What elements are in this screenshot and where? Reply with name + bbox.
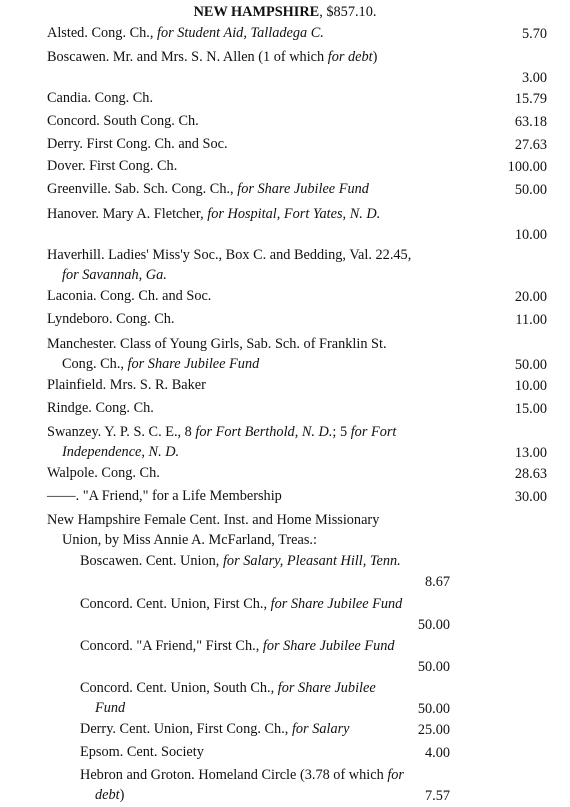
entry-amount: 15.79	[514, 90, 547, 107]
entry-purpose: for Fort Berthold, N. D.	[195, 424, 333, 440]
entry-text: New Hampshire Female Cent. Inst. and Home Missionary Union, by Miss Annie A. McFarland, Treas.:	[47, 512, 380, 548]
donation-entry	[47, 399, 547, 419]
entry-description	[47, 246, 412, 285]
entry-amount: 100.00	[507, 158, 547, 175]
sub-donation-entry	[80, 720, 450, 740]
sub-donation-entry	[80, 743, 450, 763]
entry-purpose: for Salary, Pleasant Hill, Tenn.	[222, 553, 401, 569]
donation-entry	[47, 423, 547, 463]
entry-amount: 5.70	[521, 25, 547, 42]
entry-text: Epsom. Cent. Society	[80, 744, 204, 760]
entry-amount: 13.00	[514, 444, 547, 461]
donation-entry	[47, 376, 547, 396]
entry-text: Laconia. Cong. Ch. and Soc.	[47, 288, 212, 304]
entry-amount: 11.00	[515, 311, 547, 328]
entry-text: Swanzey. Y. P. S. C. E., 8	[47, 424, 196, 440]
entry-description	[80, 720, 405, 740]
entry-description	[47, 24, 412, 44]
entry-description	[80, 637, 405, 657]
entry-amount: 50.00	[417, 700, 450, 717]
state-total: , $857.10.	[319, 4, 377, 20]
entry-purpose: for Student Aid, Talladega C.	[157, 25, 324, 41]
sub-donation-entry	[80, 766, 450, 806]
entry-text: Greenville. Sab. Sch. Cong. Ch.,	[47, 181, 238, 197]
donation-entry	[47, 205, 547, 245]
entry-description	[47, 487, 412, 507]
entry-amount: 7.57	[424, 787, 450, 804]
entry-text: Hebron and Groton. Homeland Circle (3.78 of which	[80, 767, 388, 783]
entry-amount: 4.00	[424, 744, 450, 761]
entry-description	[47, 399, 412, 419]
entry-description	[47, 511, 412, 550]
entry-text: )	[372, 49, 378, 65]
entry-text: Dover. First Cong. Ch.	[47, 158, 178, 174]
entry-text: Derry. Cent. Union, First Cong. Ch.,	[80, 721, 292, 737]
donation-entry	[47, 48, 547, 88]
donation-entry	[47, 180, 547, 200]
entry-description	[47, 112, 412, 132]
entry-amount: 3.00	[521, 69, 547, 86]
donation-entry	[47, 487, 547, 507]
donation-entry	[47, 287, 547, 307]
entry-text: )	[119, 786, 125, 803]
entry-amount: 50.00	[514, 356, 547, 373]
entry-text: ——. "A Friend," for a Life Membership	[47, 488, 282, 504]
entry-amount: 30.00	[514, 488, 547, 505]
donation-entry	[47, 89, 547, 109]
entry-amount: 10.00	[514, 377, 547, 394]
entry-text: Boscawen. Cent. Union,	[80, 553, 223, 569]
entry-description	[47, 89, 412, 109]
entry-amount: 27.63	[514, 136, 547, 153]
entry-text: Alsted. Cong. Ch.,	[47, 25, 158, 41]
entry-purpose: for Hospital, Fort Yates, N. D.	[207, 206, 381, 222]
entry-amount: 28.63	[514, 465, 547, 482]
donation-entry	[47, 246, 547, 286]
donation-entry	[47, 335, 547, 375]
entry-text: Concord. Cent. Union, South Ch.,	[80, 680, 278, 696]
sub-donation-entry	[80, 595, 450, 635]
entry-amount: 15.00	[514, 400, 547, 417]
entry-purpose: for Savannah, Ga.	[62, 266, 167, 283]
entry-text: Concord. "A Friend," First Ch.,	[80, 638, 263, 654]
entry-text: Manchester. Class of Young Girls, Sab. Sch. of Franklin St. Cong. Ch.,	[47, 336, 387, 372]
entry-purpose: for Salary	[291, 721, 350, 737]
donation-entry	[47, 24, 547, 44]
entry-description	[47, 310, 412, 330]
entry-text: Concord. South Cong. Ch.	[47, 113, 199, 129]
entry-amount: 50.00	[514, 181, 547, 198]
state-name: NEW HAMPSHIRE	[193, 4, 320, 20]
entry-purpose: for debt	[327, 49, 373, 65]
donation-entry	[47, 112, 547, 132]
entry-description	[47, 423, 412, 462]
entry-text: Hanover. Mary A. Fletcher,	[47, 206, 208, 222]
entry-amount: 50.00	[417, 616, 450, 633]
entry-text: Walpole. Cong. Ch.	[47, 465, 160, 481]
entry-text: Plainfield. Mrs. S. R. Baker	[47, 377, 206, 393]
entry-description	[47, 135, 412, 155]
entry-description	[47, 48, 412, 68]
sub-donation-entry	[80, 637, 450, 677]
entry-description	[47, 376, 412, 396]
entry-description	[80, 766, 405, 805]
donation-entry	[47, 135, 547, 155]
entry-text: Boscawen. Mr. and Mrs. S. N. Allen (1 of which	[47, 49, 328, 65]
entry-purpose: for Share Jubilee Fund	[237, 181, 369, 197]
entry-text: Lyndeboro. Cong. Ch.	[47, 311, 175, 327]
entry-amount: 10.00	[514, 226, 547, 243]
entry-text: Concord. Cent. Union, First Ch.,	[80, 596, 271, 612]
entry-description	[80, 595, 405, 615]
entry-description	[47, 464, 412, 484]
entry-description	[80, 552, 405, 572]
sub-donation-entry	[80, 679, 450, 719]
entry-description	[47, 287, 412, 307]
entry-text: Candia. Cong. Ch.	[47, 90, 154, 106]
donation-entry	[47, 464, 547, 484]
entry-purpose: for Share Jubilee Fund	[95, 680, 376, 716]
entry-amount: 20.00	[514, 288, 547, 305]
entry-purpose: for Share Jubilee Fund	[127, 355, 260, 372]
entry-description	[47, 205, 412, 225]
entry-description	[80, 743, 405, 763]
section-heading	[0, 2, 570, 22]
donation-entry	[47, 310, 547, 330]
sub-donation-entry	[80, 552, 450, 592]
entry-description	[80, 679, 405, 718]
entry-amount: 8.67	[424, 573, 450, 590]
entry-text: Haverhill. Ladies' Miss'y Soc., Box C. and Bedding, Val. 22.45,	[47, 247, 412, 263]
entry-purpose: for Share Jubilee Fund	[270, 596, 403, 612]
entry-description	[47, 335, 412, 374]
donation-entry	[47, 157, 547, 177]
entry-purpose: for debt	[95, 767, 404, 803]
entry-amount: 63.18	[514, 113, 547, 130]
entry-text: Rindge. Cong. Ch.	[47, 400, 154, 416]
donation-entry	[47, 511, 547, 551]
entry-text: ; 5	[332, 424, 351, 440]
entry-description	[47, 157, 412, 177]
entry-text: Derry. First Cong. Ch. and Soc.	[47, 136, 228, 152]
entry-purpose: for Fort Independence, N. D.	[62, 424, 397, 460]
entry-description	[47, 180, 412, 200]
entry-amount: 50.00	[417, 658, 450, 675]
entry-purpose: for Share Jubilee Fund	[262, 638, 395, 654]
entry-amount: 25.00	[417, 721, 450, 738]
